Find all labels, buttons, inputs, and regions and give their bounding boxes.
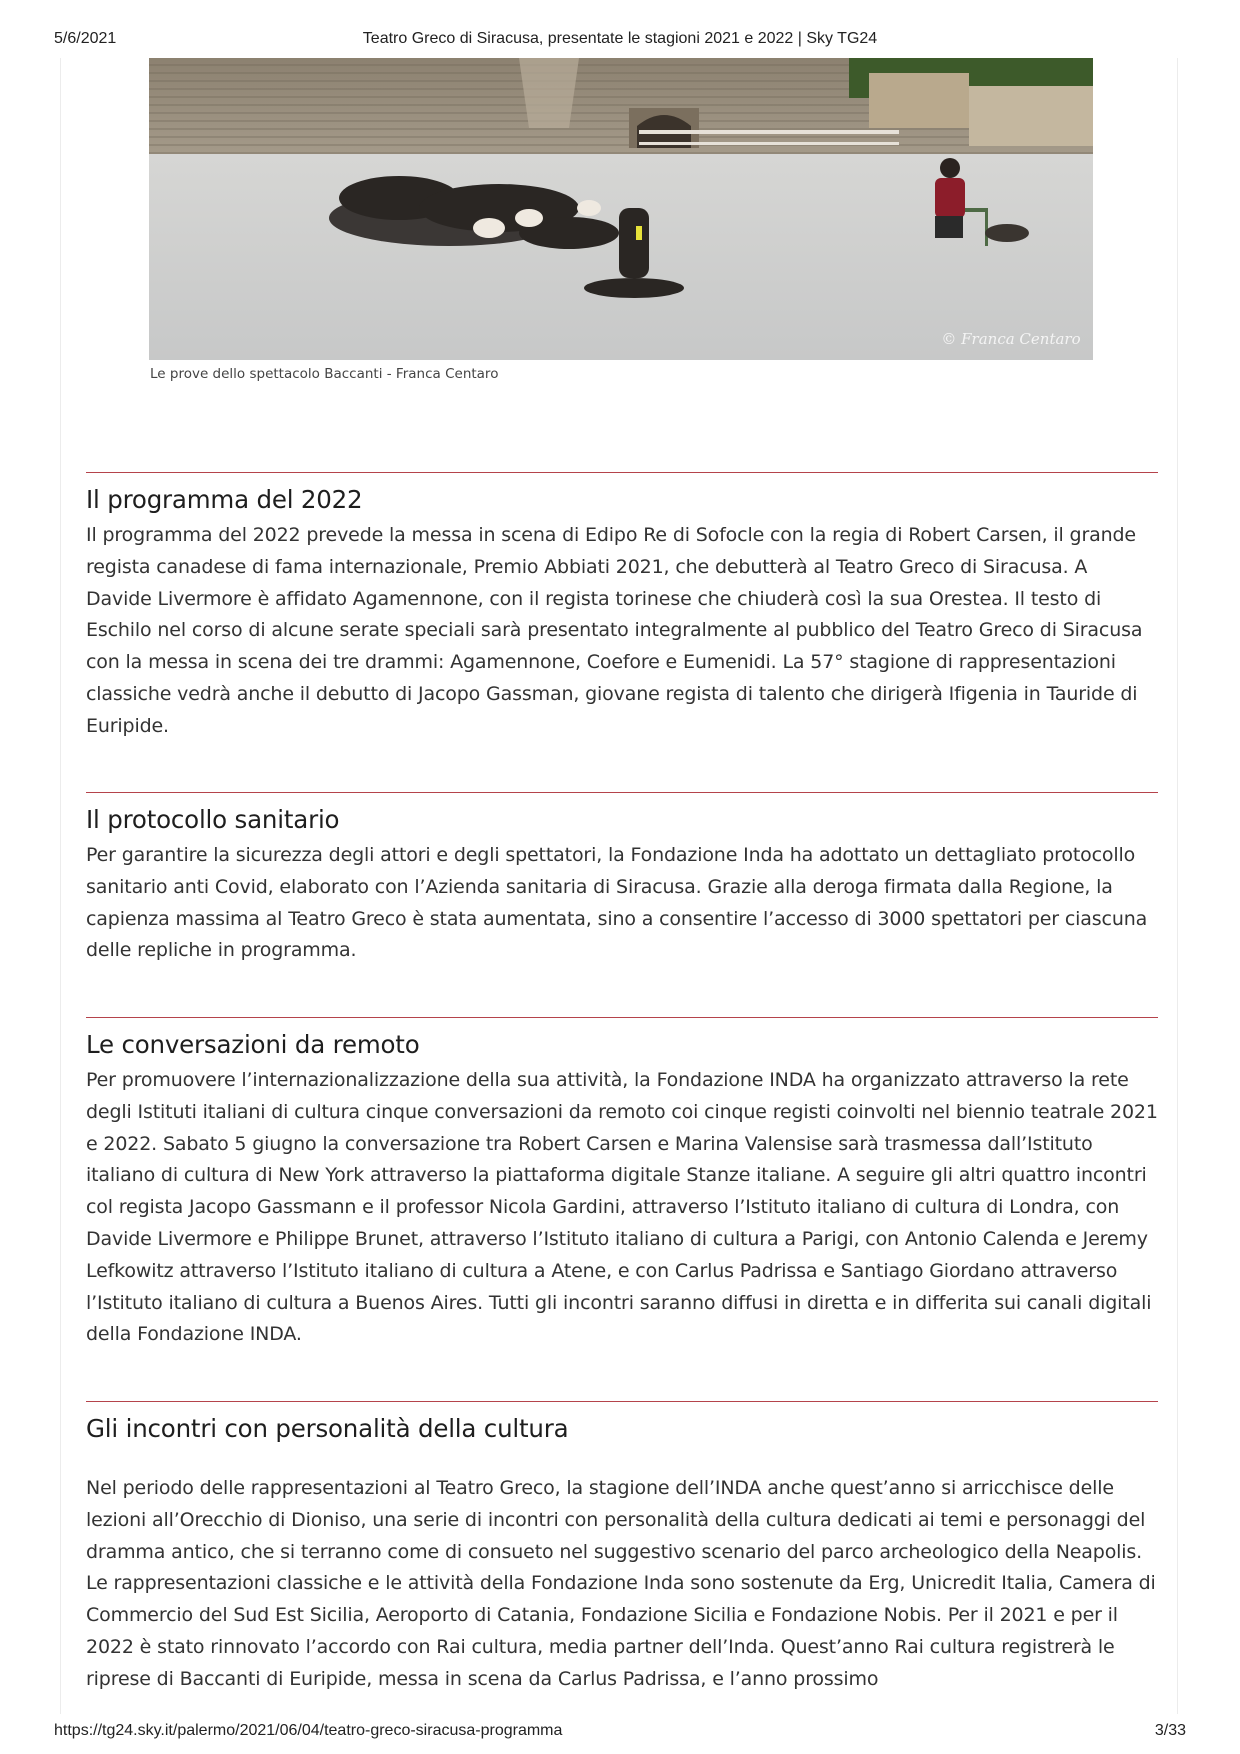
print-url: https://tg24.sky.it/palermo/2021/06/04/teatro-greco-siracusa-programma (54, 1722, 563, 1739)
section-incontri-cultura (86, 1401, 1158, 1733)
section-divider (86, 1017, 1158, 1018)
print-header (0, 30, 1240, 52)
section-paragraph: Il programma del 2022 prevede la messa in scena di Edipo Re di Sofocle con la regia di Robert Carsen, il grande regista canadese di fama internazionale, Premio Abbiati 2021, che debutterà al Teatro Greco di Siracusa. A Davide Livermore è affidato Agamennone, con il regista torinese che chiuderà così la sua Orestea. Il testo di Eschilo nel corso di alcune serate speciali sarà presentato integralmente al pubblico del Teatro Greco di Siracusa con la messa in scena dei tre drammi: Agamennone, Coefore e Eumenidi. La 57° stagione di rappresentazioni classiche vedrà anche il debutto di Jacopo Gassman, giovane regista di talento che dirigerà Ifigenia in Tauride di Euripide. (86, 524, 1143, 737)
section-conversazioni-remoto (86, 1017, 1158, 1351)
theatre-rehearsal-image (149, 58, 1093, 360)
section-paragraph: Per promuovere l’internazionalizzazione della sua attività, la Fondazione INDA ha organizzato attraverso la rete degli Istituti italiani di cultura cinque conversazioni da remoto coi cinque registi coinvolti nel biennio teatrale 2021 e 2022. Sabato 5 giugno la conversazione tra Robert Carsen e Marina Valensise sarà trasmessa dall’Istituto italiano di cultura di New York attraverso la piattaforma digitale Stanze italiane. A seguire gli altri quattro incontri col regista Jacopo Gassmann e il professor Nicola Gardini, attraverso l’Istituto italiano di cultura di Londra, con Davide Livermore e Philippe Brunet, attraverso l’Istituto italiano di cultura a Parigi, con Antonio Calenda e Jeremy Lefkowitz attraverso l’Istituto italiano di cultura a Atene, e con Carlus Padrissa e Santiago Giordano attraverso l’Istituto italiano di cultura a Buenos Aires. Tutti gli incontri saranno diffusi in diretta e in differita sui canali digitali della Fondazione INDA. (86, 1069, 1158, 1346)
section-divider (86, 472, 1158, 473)
section-paragraph: Nel periodo delle rappresentazioni al Teatro Greco, la stagione dell’INDA anche quest’anno si arricchisce delle lezioni all’Orecchio di Dioniso, una serie di incontri con personalità della cultura dedicati ai temi e personaggi del dramma antico, che si terranno come di consueto nel suggestivo scenario del parco archeologico della Neapolis. Le rappresentazioni classiche e le attività della Fondazione Inda sono sostenute da Erg, Unicredit Italia, Camera di Commercio del Sud Est Sicilia, Aeroporto di Catania, Fondazione Sicilia e Fondazione Nobis. Per il 2021 e per il 2022 è stato rinnovato l’accordo con Rai cultura, media partner dell’Inda. Quest’anno Rai cultura registrerà le riprese di Baccanti di Euripide, messa in scena da Carlus Padrissa, e l’anno prossimo (86, 1477, 1156, 1690)
print-footer (0, 1722, 1240, 1744)
section-protocollo-sanitario (86, 792, 1158, 967)
photo-caption: Le prove dello spettacolo Baccanti - Franca Centaro (150, 366, 499, 382)
section-heading: Il protocollo sanitario (86, 805, 340, 834)
section-heading: Le conversazioni da remoto (86, 1030, 420, 1059)
print-page-title: Teatro Greco di Siracusa, presentate le stagioni 2021 e 2022 | Sky TG24 (362, 30, 878, 47)
section-heading: Il programma del 2022 (86, 485, 363, 514)
section-divider (86, 792, 1158, 793)
print-page-number: 3/33 (1154, 1722, 1186, 1739)
article-photo (149, 58, 1093, 360)
section-paragraph: Per garantire la sicurezza degli attori e degli spettatori, la Fondazione Inda ha adottato un dettagliato protocollo sanitario anti Covid, elaborato con l’Azienda sanitaria di Siracusa. Grazie alla deroga firmata dalla Regione, la capienza massima al Teatro Greco è stata aumentata, sino a consentire l’accesso di 3000 spettatori per ciascuna delle repliche in programma. (86, 844, 1148, 962)
photo-watermark: © Franca Centaro (941, 330, 1081, 348)
print-date: 5/6/2021 (54, 30, 117, 47)
section-programma-2022 (86, 472, 1158, 743)
section-divider (86, 1401, 1158, 1402)
section-heading: Gli incontri con personalità della cultura (86, 1414, 569, 1443)
